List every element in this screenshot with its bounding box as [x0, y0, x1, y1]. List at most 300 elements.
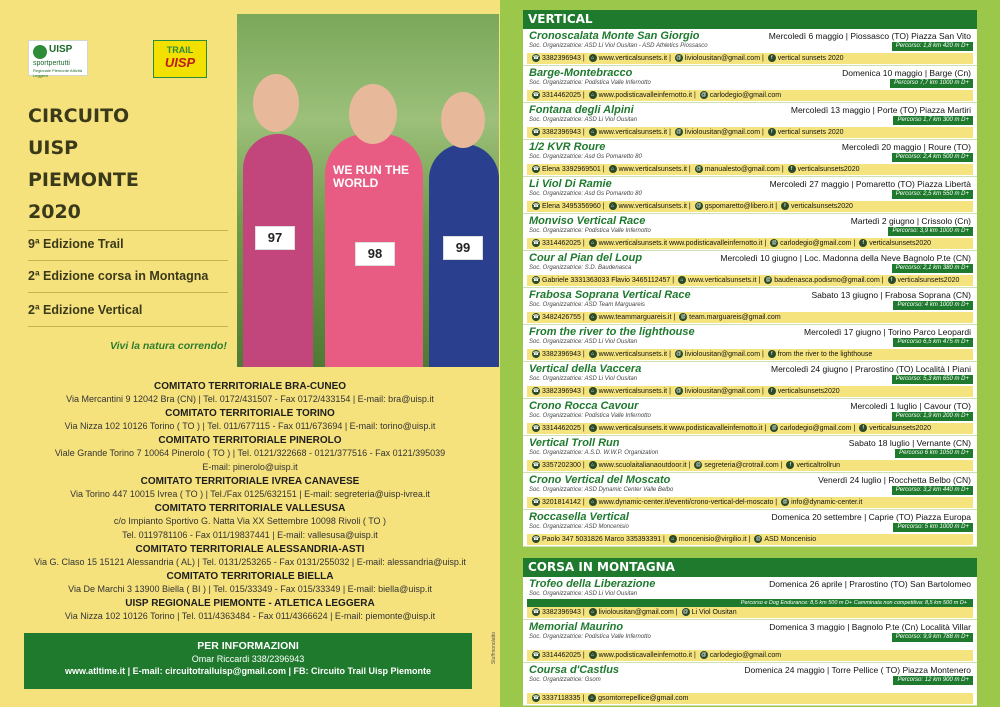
- web-icon: ⌂: [609, 202, 617, 210]
- event-row: [523, 103, 977, 140]
- contact-item[interactable]: 3382396943: [542, 129, 581, 136]
- contact-separator: |: [580, 425, 587, 432]
- event-name[interactable]: Li Viol Di Ramie: [529, 178, 612, 190]
- contact-item[interactable]: 3382396943: [542, 351, 581, 358]
- contact-separator: |: [667, 388, 673, 395]
- event-name[interactable]: 1/2 KVR Roure: [529, 141, 606, 153]
- event-organizer: Soc. Organizzatrice: ASD Li Viol Ousitan - ASD Athletics Piossasco: [529, 43, 708, 49]
- contact-separator: |: [851, 240, 858, 247]
- contact-item[interactable]: carlodegio@gmail.com: [780, 240, 852, 247]
- event-date: Sabato 18 luglio | Vernante (CN): [848, 438, 971, 448]
- contact-item[interactable]: www.verticalsunsets.it: [618, 203, 687, 210]
- email-icon: @: [771, 425, 777, 432]
- email-icon: @: [676, 129, 682, 136]
- event-contacts: [527, 607, 973, 618]
- facebook-icon: f: [788, 165, 796, 173]
- title-line: CIRCUITO: [28, 105, 130, 127]
- trail-uisp-logo: [153, 40, 207, 78]
- comitato-block: [0, 475, 500, 501]
- event-route: Percorso: 9,9 km 788 m D+: [892, 633, 973, 642]
- contact-item[interactable]: verticaltrollrun: [796, 462, 841, 469]
- facebook-icon: f: [768, 350, 776, 358]
- event-route: Percorso: 3,2 km 440 m D+: [892, 486, 973, 495]
- event-organizer: Soc. Organizzatrice: ASD Li Viol Ousitan: [529, 117, 638, 123]
- comitato-address: c/o Impianto Sportivo G. Natta Via XX Settembre 10098 Rivoli ( TO ): [113, 516, 387, 526]
- event-organizer: Soc. Organizzatrice: A.S.D. W.W.P. Organization: [529, 450, 659, 456]
- edition-trail: 9ª Edizione Trail: [28, 237, 124, 251]
- montagna-events-list: [523, 577, 977, 706]
- contact-separator: |: [580, 609, 587, 616]
- comitato-title: COMITATO TERRITORIALE BIELLA: [166, 571, 334, 582]
- event-name[interactable]: Vertical della Vaccera: [529, 363, 642, 375]
- contact-item[interactable]: www.verticalsunsets.it www.podisticavalleinfernotto.it: [598, 425, 763, 432]
- facebook-icon: f: [768, 387, 776, 395]
- contact-item[interactable]: carlodegio@gmail.com: [780, 425, 852, 432]
- phone-icon: ☎: [532, 536, 540, 543]
- comitato-block: [0, 380, 500, 406]
- event-date: Mercoledì 24 giugno | Prarostino (TO) Località I Piani: [770, 364, 971, 374]
- comitato-block: [0, 597, 500, 623]
- facebook-icon: f: [768, 128, 776, 136]
- web-icon: ⌂: [589, 461, 597, 469]
- contact-separator: |: [686, 203, 693, 210]
- comitato-title: COMITATO TERRITORIALE VALLESUSA: [154, 503, 346, 514]
- phone-icon: ☎: [532, 652, 540, 659]
- contact-item[interactable]: 3382396943: [542, 388, 581, 395]
- web-icon: ⌂: [589, 239, 597, 247]
- event-row: [523, 510, 977, 547]
- event-contacts: [527, 650, 973, 661]
- event-date: Domenica 10 maggio | Barge (Cn): [842, 68, 971, 78]
- web-icon: ⌂: [589, 350, 597, 358]
- phone-icon: ☎: [532, 92, 540, 99]
- event-name[interactable]: Monviso Vertical Race: [529, 215, 646, 227]
- contact-item[interactable]: 3314462025: [542, 652, 581, 659]
- comitato-title: COMITATO TERRITORIALE IVREA CANAVESE: [140, 476, 360, 487]
- event-route: Percorso 6 km 1050 m D+: [895, 449, 973, 458]
- trail-logo-bottom: UISP: [164, 55, 196, 70]
- event-contacts: [527, 127, 973, 138]
- facebook-icon: f: [859, 424, 867, 432]
- comitato-title: COMITATO TERRITORIALE PINEROLO: [158, 435, 342, 446]
- contact-item[interactable]: Elena 3495356960: [542, 203, 601, 210]
- comitato-block: [0, 502, 500, 542]
- phone-icon: ☎: [532, 240, 540, 247]
- montagna-heading: CORSA IN MONTAGNA: [523, 558, 977, 577]
- event-route: Percorso: 3,9 km 1000 m D+: [888, 227, 973, 236]
- event-contacts: [527, 53, 973, 64]
- contact-item[interactable]: gspomaretto@libero.it: [704, 203, 774, 210]
- event-row: [523, 140, 977, 177]
- web-icon: ⌂: [589, 387, 597, 395]
- web-icon: ⌂: [669, 535, 677, 543]
- event-date: Domenica 26 aprile | Prarostino (TO) San Bartolomeo: [769, 579, 971, 589]
- comitato-address: Via G. Claso 15 15121 Alessandria ( AL) | Tel. 0131/253265 - Fax 0131/255032 | E-mail: alessandria@uisp.it: [34, 557, 466, 567]
- edition-montagna: 2ª Edizione corsa in Montagna: [28, 269, 209, 283]
- event-date: Mercoledì 20 maggio | Roure (TO): [841, 142, 971, 152]
- event-contacts: [527, 349, 973, 360]
- event-organizer: Soc. Organizzatrice: ASD Li Viol Ousitan: [529, 339, 638, 345]
- motto: Vivi la natura correndo!: [110, 340, 227, 352]
- web-icon: ⌂: [589, 424, 597, 432]
- event-route: Percorso 6,5 km 475 m D+: [893, 338, 973, 347]
- event-row: [523, 288, 977, 325]
- event-route: Percorso: 5,3 km 650 m D+: [892, 375, 973, 384]
- email-icon: @: [683, 609, 689, 616]
- phone-icon: ☎: [532, 695, 540, 702]
- event-contacts: [527, 90, 973, 101]
- contact-separator: |: [686, 166, 693, 173]
- event-contacts: [527, 423, 973, 434]
- contact-separator: |: [760, 351, 766, 358]
- contact-separator: |: [600, 203, 607, 210]
- contact-separator: |: [686, 462, 693, 469]
- event-date: Mercoledì 13 maggio | Porte (TO) Piazza Martiri: [790, 105, 971, 115]
- comitato-block: [0, 543, 500, 569]
- contact-separator: |: [692, 652, 698, 659]
- phone-icon: ☎: [532, 462, 540, 469]
- event-contacts: [527, 201, 973, 212]
- contact-item[interactable]: liviolousitan@gmail.com: [598, 609, 674, 616]
- event-row: [523, 663, 977, 706]
- contact-separator: |: [773, 499, 780, 506]
- contact-item[interactable]: liviolousitan@gmail.com: [684, 55, 761, 62]
- contact-item[interactable]: verticalsunsets2020: [797, 166, 860, 173]
- event-date: Venerdì 24 luglio | Rocchetta Belbo (CN): [818, 475, 971, 485]
- contact-item[interactable]: carlodegio@gmail.com: [709, 92, 782, 99]
- contact-item[interactable]: www.teammarguareis.it: [598, 314, 672, 321]
- contact-item[interactable]: www.podisticavalleinfernotto.it: [598, 652, 693, 659]
- contact-separator: |: [671, 314, 678, 321]
- comitato-title: COMITATO TERRITORIALE TORINO: [165, 408, 335, 419]
- phone-icon: ☎: [532, 55, 540, 62]
- contact-separator: |: [661, 536, 667, 543]
- contact-item[interactable]: Paolo 347 5031826 Marco 335393391: [542, 536, 662, 543]
- event-row: [523, 251, 977, 288]
- event-organizer: Soc. Organizzatrice: Asd Gs Pomaretto 80: [529, 154, 642, 160]
- event-name[interactable]: Trofeo della Liberazione: [529, 578, 656, 590]
- info-links[interactable]: www.atltime.it | E-mail: circuitotrailuisp@gmail.com | FB: Circuito Trail Uisp Piemonte: [64, 666, 432, 676]
- event-organizer: Soc. Organizzatrice: Podistica Valle Infernotto: [529, 80, 651, 86]
- comitato-address: Via Nizza 102 10126 Torino | Tel. 011/4363484 - Fax 011/4366624 | E-mail: piemonte@uisp.it: [64, 611, 436, 621]
- contact-item[interactable]: 3337118335: [542, 695, 581, 702]
- contact-item[interactable]: www.verticalsunsets.it: [598, 388, 668, 395]
- contact-item[interactable]: www.verticalsunsets.it: [598, 55, 668, 62]
- info-box: [24, 633, 472, 689]
- event-organizer: Soc. Organizzatrice: Podistica Valle Infernotto: [529, 634, 651, 640]
- phone-icon: ☎: [532, 277, 540, 284]
- contact-item[interactable]: 3314462025: [542, 240, 581, 247]
- event-contacts: [527, 460, 973, 471]
- event-organizer: Soc. Organizzatrice: Asd Gs Pomaretto 80: [529, 191, 642, 197]
- phone-icon: ☎: [532, 314, 540, 321]
- contact-item[interactable]: 3482426755: [542, 314, 581, 321]
- event-name[interactable]: Frabosa Soprana Vertical Race: [529, 289, 691, 301]
- comitato-title: UISP REGIONALE PIEMONTE - ATLETICA LEGGERA: [125, 598, 375, 609]
- event-date: Mercoledì 17 giugno | Torino Parco Leopardi: [804, 327, 971, 337]
- facebook-icon: f: [888, 276, 896, 284]
- phone-icon: ☎: [532, 166, 540, 173]
- vertical-panel: [523, 10, 977, 547]
- contact-separator: |: [670, 277, 677, 284]
- email-icon: @: [701, 92, 707, 99]
- event-row: [523, 473, 977, 510]
- divider: [28, 292, 228, 293]
- race-bib: 99: [443, 236, 483, 260]
- comitato-address: Via Torino 447 10015 Ivrea ( TO ) | Tel./Fax 0125/632151 | E-mail: segreteria@uisp-ivrea.it: [70, 489, 430, 499]
- event-name[interactable]: Cronoscalata Monte San Giorgio: [529, 30, 700, 42]
- event-organizer: Soc. Organizzatrice: Podistica Valle Infernotto: [529, 228, 651, 234]
- email-icon: @: [765, 277, 771, 284]
- contact-item[interactable]: Li Viol Ousitan: [691, 609, 737, 616]
- email-icon: @: [771, 240, 777, 247]
- divider: [28, 230, 228, 231]
- contact-separator: |: [746, 536, 753, 543]
- comitato-block: [0, 434, 500, 474]
- event-contacts: [527, 386, 973, 397]
- web-icon: ⌂: [588, 694, 596, 702]
- event-organizer: Soc. Organizzatrice: ASD Moncenisio: [529, 524, 629, 530]
- email-icon: @: [782, 499, 788, 506]
- event-name[interactable]: Vertical Troll Run: [529, 437, 620, 449]
- event-name[interactable]: Cour al Pian del Loup: [529, 252, 643, 264]
- web-icon: ⌂: [589, 91, 597, 99]
- comitato-block: [0, 570, 500, 596]
- event-date: Mercoledì 1 luglio | Cavour (TO): [850, 401, 971, 411]
- contact-separator: |: [762, 240, 769, 247]
- trail-logo-top: TRAIL: [166, 45, 194, 55]
- uisp-logo-mark-icon: [33, 45, 47, 59]
- phone-icon: ☎: [532, 203, 540, 210]
- uisp-logo-region: Regionale Piemonte Attività Leggera: [33, 68, 82, 78]
- contact-separator: |: [879, 277, 886, 284]
- contact-separator: |: [778, 462, 785, 469]
- info-contact: Omar Riccardi 338/2396943: [191, 654, 305, 664]
- contact-item[interactable]: carlodegio@gmail.com: [709, 652, 782, 659]
- contact-separator: |: [580, 240, 587, 247]
- shirt-text: WE RUN THE WORLD: [333, 163, 409, 190]
- comitato-phone: Tel. 0119781106 - Fax 011/19837441 | E-mail: vallesusa@uisp.it: [122, 530, 378, 540]
- email-icon: @: [676, 55, 682, 62]
- event-row: [523, 436, 977, 473]
- facebook-icon: f: [768, 54, 776, 62]
- comitato-address: Viale Grande Torino 7 10064 Pinerolo ( TO ) | Tel. 0121/322668 - 0121/377516 - Fax 0121/395039: [54, 448, 446, 458]
- contact-item[interactable]: liviolousitan@gmail.com: [684, 129, 761, 136]
- web-icon: ⌂: [589, 498, 597, 506]
- contact-item[interactable]: 3357202300: [542, 462, 581, 469]
- phone-icon: ☎: [532, 351, 540, 358]
- event-route: Percorso 7,7 km 1000 m D+: [890, 79, 973, 88]
- comitato-address: Via Nizza 102 10126 Torino ( TO ) | Tel. 011/677115 - Fax 011/673694 | E-mail: torino@uisp.it: [64, 421, 436, 431]
- event-organizer: Soc. Organizzatrice: ASD Li Viol Ousitan: [529, 376, 638, 382]
- comitato-address: Via Mercantini 9 12042 Bra (CN) | Tel. 0172/431507 - Fax 0172/433154 | E-mail: bra@uisp.it: [66, 394, 434, 404]
- contact-separator: |: [580, 652, 587, 659]
- contact-item[interactable]: vertical sunsets 2020: [777, 129, 844, 136]
- comitato-title: COMITATO TERRITORIALE BRA-CUNEO: [153, 381, 347, 392]
- contact-item[interactable]: vertical sunsets 2020: [777, 55, 844, 62]
- contact-item[interactable]: www.podisticavalleinfernotto.it: [598, 92, 693, 99]
- contact-item[interactable]: segreteria@crotrail.com: [704, 462, 779, 469]
- event-name[interactable]: From the river to the lighthouse: [529, 326, 695, 338]
- facebook-icon: f: [786, 461, 794, 469]
- contact-item[interactable]: Elena 3392969501: [542, 166, 601, 173]
- contact-separator: |: [773, 203, 779, 210]
- contact-item[interactable]: www.scuolaitalianaoutdoor.it: [598, 462, 687, 469]
- contact-separator: |: [760, 388, 766, 395]
- contact-item[interactable]: verticalsunsets2020: [869, 425, 932, 432]
- comitato-block: [0, 407, 500, 433]
- contact-item[interactable]: www.dynamic-center.it/eventi/crono-vertical-del-moscato: [598, 499, 774, 506]
- contact-item[interactable]: moncenisio@virgilio.it: [678, 536, 747, 543]
- event-row: [523, 399, 977, 436]
- event-contacts: [527, 164, 973, 175]
- contact-separator: |: [756, 277, 763, 284]
- event-route: Percorso 1,7 km 300 m D+: [893, 116, 973, 125]
- contact-separator: |: [580, 55, 587, 62]
- contact-separator: |: [600, 166, 607, 173]
- event-route: Percorso: 2,4 km 500 m D+: [892, 153, 973, 162]
- contact-item[interactable]: gsomtorrepellice@gmail.com: [598, 695, 689, 702]
- event-organizer: Soc. Organizzatrice: Podistica Valle Infernotto: [529, 413, 651, 419]
- event-date: Mercoledì 27 maggio | Pomaretto (TO) Piazza Libertà: [769, 179, 971, 189]
- contact-separator: |: [580, 314, 587, 321]
- uisp-logo-name: UISP: [49, 44, 73, 55]
- contact-item[interactable]: team.marguareis@gmail.com: [689, 314, 781, 321]
- event-name[interactable]: Barge-Montebracco: [529, 67, 633, 79]
- contact-item[interactable]: www.verticalsunsets.it: [598, 129, 668, 136]
- web-icon: ⌂: [589, 608, 597, 616]
- comitato-address: Via De Marchi 3 13900 Biella ( BI ) | Tel. 015/33349 - Fax 015/33349 | E-mail: biella@uisp.it: [68, 584, 432, 594]
- contact-item[interactable]: www.verticalsunsets.it: [598, 351, 668, 358]
- contact-separator: |: [760, 129, 766, 136]
- event-route: Percorso e Dog Endurance: 8,5 km 500 m D+ Camminata non competitiva: 8,5 km 500 m D+: [527, 599, 973, 607]
- web-icon: ⌂: [589, 651, 597, 659]
- event-contacts: [527, 534, 973, 545]
- event-name[interactable]: Roccasella Vertical: [529, 511, 629, 523]
- event-route: Percorso: 5 km 1000 m D+: [893, 523, 973, 532]
- contact-item[interactable]: baudenasca.podismo@gmail.com: [774, 277, 880, 284]
- contact-separator: |: [580, 129, 587, 136]
- contact-separator: |: [762, 425, 769, 432]
- vertical-heading: VERTICAL: [523, 10, 977, 29]
- circuit-title: [28, 100, 228, 228]
- contact-separator: |: [580, 388, 587, 395]
- event-organizer: Soc. Organizzatrice: S.D. Baudenasca: [529, 265, 632, 271]
- event-row: [523, 66, 977, 103]
- contact-separator: |: [580, 351, 587, 358]
- contact-separator: |: [779, 166, 786, 173]
- phone-icon: ☎: [532, 499, 540, 506]
- phone-icon: ☎: [532, 388, 540, 395]
- event-date: Mercoledì 10 giugno | Loc. Madonna della Neve Bagnolo P.te (CN): [720, 253, 971, 263]
- event-route: Percorso: 4 km 1000 m D+: [893, 301, 973, 310]
- event-date: Domenica 3 maggio | Bagnolo P.te (Cn) Località Villar: [769, 622, 971, 632]
- event-route: Percorso: 1,8 km 420 m D+: [892, 42, 973, 51]
- contact-item[interactable]: www.verticalsunsets.it: [688, 277, 757, 284]
- phone-icon: ☎: [532, 425, 540, 432]
- email-icon: @: [701, 652, 707, 659]
- contact-item[interactable]: verticalsunsets2020: [791, 203, 853, 210]
- event-name[interactable]: Memorial Maurino: [529, 621, 624, 633]
- web-icon: ⌂: [609, 165, 617, 173]
- event-name[interactable]: Crono Rocca Cavour: [529, 400, 639, 412]
- event-organizer: Soc. Organizzatrice: ASD Team Marguareis: [529, 302, 645, 308]
- event-row: [523, 214, 977, 251]
- web-icon: ⌂: [589, 54, 597, 62]
- event-date: Domenica 24 maggio | Torre Pellice ( TO) Piazza Montenero: [744, 665, 971, 675]
- event-route: Percorso: 1,9 km 200 m D+: [892, 412, 973, 421]
- edition-vertical: 2ª Edizione Vertical: [28, 303, 143, 317]
- phone-icon: ☎: [532, 609, 540, 616]
- contact-item[interactable]: 3314462025: [542, 425, 581, 432]
- runner-left-head: [253, 74, 299, 132]
- event-organizer: Soc. Organizzatrice: Gsom: [529, 677, 601, 683]
- phone-icon: ☎: [532, 129, 540, 136]
- contact-separator: |: [667, 55, 673, 62]
- event-contacts: [527, 312, 973, 323]
- contact-item[interactable]: liviolousitan@gmail.com: [684, 351, 761, 358]
- event-organizer: Soc. Organizzatrice: ASD Li Viol Ousitan: [529, 591, 638, 597]
- runners-photo: [237, 14, 499, 367]
- event-name[interactable]: Coursa d'Castlus: [529, 664, 620, 676]
- email-icon: @: [695, 462, 701, 469]
- contact-separator: |: [760, 55, 766, 62]
- event-row: [523, 362, 977, 399]
- contact-item[interactable]: 3382396943: [542, 55, 581, 62]
- contact-item[interactable]: 3382396943: [542, 609, 581, 616]
- contact-item[interactable]: Gabriele 3331363033 Flavio 3465112457: [542, 277, 671, 284]
- event-name[interactable]: Crono Vertical del Moscato: [529, 474, 671, 486]
- contact-item[interactable]: ASD Moncenisio: [764, 536, 817, 543]
- runner-left: [243, 134, 313, 367]
- contact-item[interactable]: verticalsunsets2020: [897, 277, 960, 284]
- contact-item[interactable]: from the river to the lighthouse: [777, 351, 873, 358]
- race-bib: 98: [355, 242, 395, 266]
- comitato-email: E-mail: pinerolo@uisp.it: [202, 462, 298, 472]
- contact-item[interactable]: liviolousitan@gmail.com: [684, 388, 761, 395]
- divider: [28, 260, 228, 261]
- uisp-logo: [28, 40, 88, 76]
- event-route: Percorso: 12 km 900 m D+: [893, 676, 973, 685]
- event-contacts: [527, 275, 973, 286]
- email-icon: @: [755, 536, 761, 543]
- contact-separator: |: [580, 499, 587, 506]
- email-icon: @: [676, 351, 682, 358]
- runner-center-head: [349, 84, 397, 144]
- contact-item[interactable]: www.verticalsunsets.it www.podisticavalleinfernotto.it: [598, 240, 763, 247]
- title-line: 2020: [28, 201, 81, 223]
- contact-item[interactable]: www.verticalsunsets.it: [618, 166, 687, 173]
- contact-separator: |: [851, 425, 858, 432]
- contact-item[interactable]: verticalsunsets2020: [869, 240, 932, 247]
- divider: [28, 326, 228, 327]
- contact-item[interactable]: info@dynamic-center.it: [791, 499, 863, 506]
- contact-separator: |: [580, 695, 587, 702]
- contact-item[interactable]: 3314462025: [542, 92, 581, 99]
- event-row: [523, 620, 977, 663]
- event-date: Mercoledì 6 maggio | Piossasco (TO) Piazza San Vito: [768, 31, 971, 41]
- event-name[interactable]: Fontana degli Alpini: [529, 104, 634, 116]
- contact-item[interactable]: manualesto@gmail.com: [704, 166, 780, 173]
- event-row: [523, 577, 977, 620]
- contact-item[interactable]: verticalsunsets2020: [777, 388, 840, 395]
- web-icon: ⌂: [589, 313, 597, 321]
- event-contacts: [527, 693, 973, 704]
- email-icon: @: [676, 388, 682, 395]
- contact-item[interactable]: 3201814142: [542, 499, 581, 506]
- race-bib: 97: [255, 226, 295, 250]
- info-heading: PER INFORMAZIONI: [197, 640, 299, 652]
